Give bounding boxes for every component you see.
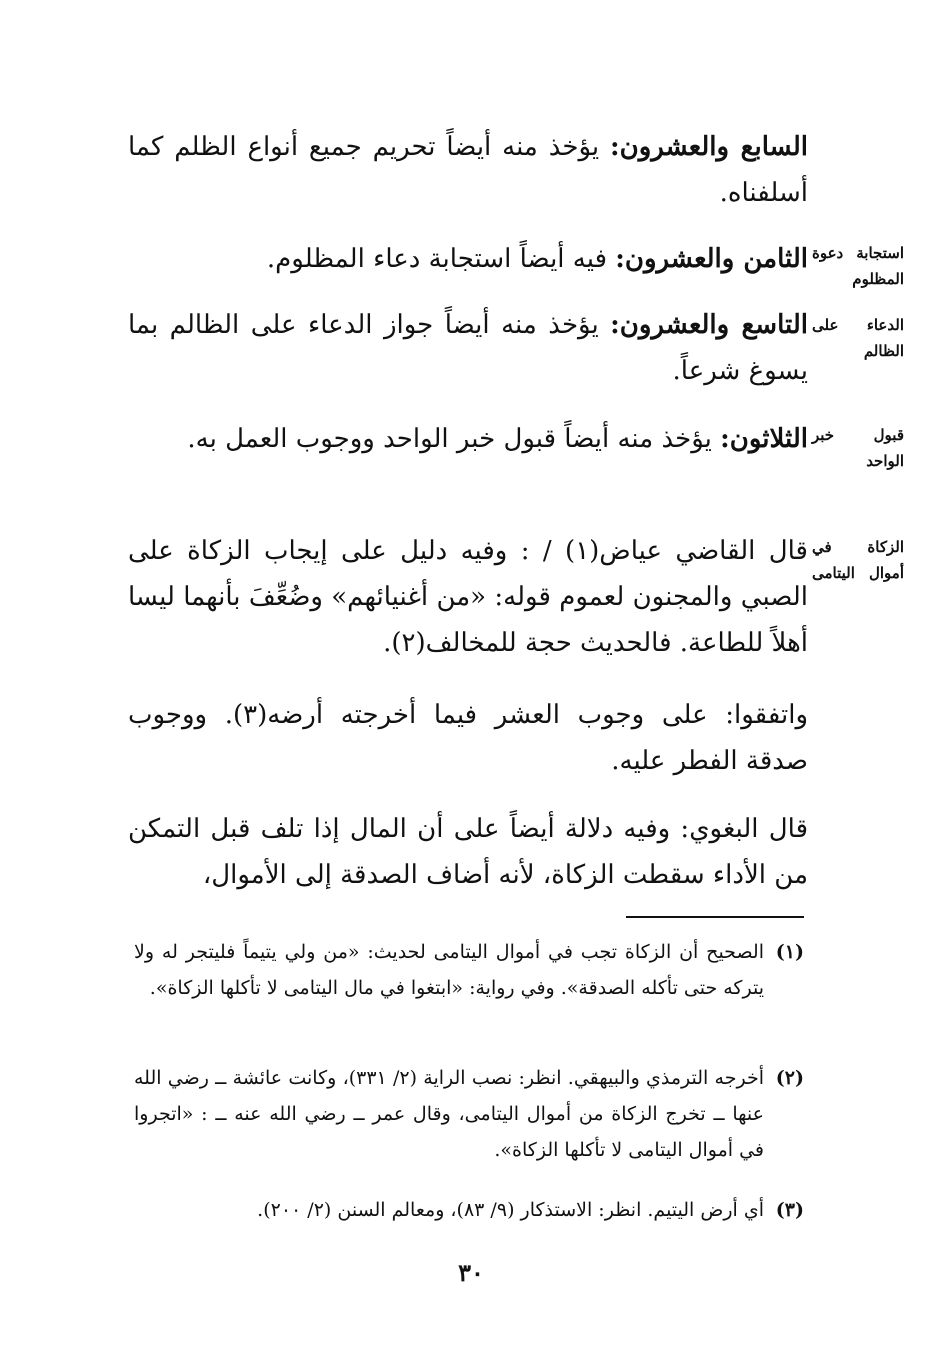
paragraph-text: يؤخذ منه أيضاً تحريم جميع أنواع الظلم كما أسلفناه.: [128, 132, 808, 208]
paragraph-27: [128, 124, 808, 216]
margin-note-prayer-against-oppressor: الدعاء على الظالم: [812, 316, 904, 360]
paragraph-baghawi: [128, 806, 808, 898]
paragraph-text: يؤخذ منه أيضاً جواز الدعاء على الظالم بما يسوغ شرعاً.: [128, 310, 808, 386]
paragraph-text: يؤخذ منه أيضاً قبول خبر الواحد ووجوب العمل به.: [187, 424, 712, 454]
page-number: ٣٠: [458, 1258, 484, 1287]
footnote-number: (٣): [775, 1199, 804, 1221]
paragraph-text: قال البغوي: وفيه دلالة أيضاً على أن المال إذا تلف قبل التمكن من الأداء سقطت الزكاة، لأنه أضاف الصدقة إلى الأموال،: [128, 814, 808, 890]
footnote-text: الصحيح أن الزكاة تجب في أموال اليتامى لحديث: «من ولي يتيماً فليتجر له ولا يتركه حتى تأكله الصدقة». وفي رواية: «ابتغوا في مال اليتامى لا تأكلها الزكاة».: [134, 941, 764, 999]
footnote-text: أي أرض اليتيم. انظر: الاستذكار (٩/ ٨٣)، ومعالم السنن (٢/ ٢٠٠).: [257, 1199, 764, 1221]
footnote-separator: [626, 916, 804, 918]
paragraph-iyad: [128, 528, 808, 666]
paragraph-30: [128, 416, 808, 462]
paragraph-29: [128, 302, 808, 394]
paragraph-lead: السابع والعشرون:: [610, 132, 809, 162]
paragraph-lead: الثامن والعشرون:: [615, 244, 808, 274]
margin-note-orphan-zakat: الزكاة في أموال اليتامى: [812, 538, 904, 582]
paragraph-agreement: [128, 692, 808, 784]
paragraph-lead: التاسع والعشرون:: [610, 310, 808, 340]
footnote-2: [134, 1060, 804, 1168]
footnote-3: [134, 1192, 804, 1228]
margin-note-single-report: قبول خبر الواحد: [812, 426, 904, 470]
paragraph-text: واتفقوا: على وجوب العشر فيما أخرجته أرضه(٣). ووجوب صدقة الفطر عليه.: [128, 700, 809, 776]
paragraph-lead: الثلاثون:: [720, 424, 808, 454]
footnote-number: (٢): [775, 1067, 804, 1089]
paragraph-text: فيه أيضاً استجابة دعاء المظلوم.: [266, 244, 608, 274]
footnote-1: [134, 934, 804, 1006]
paragraph-28: [128, 236, 808, 282]
footnote-text: أخرجه الترمذي والبيهقي. انظر: نصب الراية (٢/ ٣٣١)، وكانت عائشة ــ رضي الله عنها ــ تخرج الزكاة من أموال اليتامى، وقال عمر ــ رضي الله عنه ــ : «اتجروا في أموال اليتامى لا تأكلها الزكاة».: [134, 1067, 764, 1161]
margin-note-oppressed-prayer: استجابة دعوة المظلوم: [812, 244, 904, 288]
paragraph-text: قال القاضي عياض(١) / : وفيه دليل على إيجاب الزكاة على الصبي والمجنون لعموم قوله: «من أغنيائهم» وضُعِّفَ بأنهما ليسا أهلاً للطاعة. فالحديث حجة للمخالف(٢).: [128, 536, 808, 658]
footnote-number: (١): [775, 941, 804, 963]
